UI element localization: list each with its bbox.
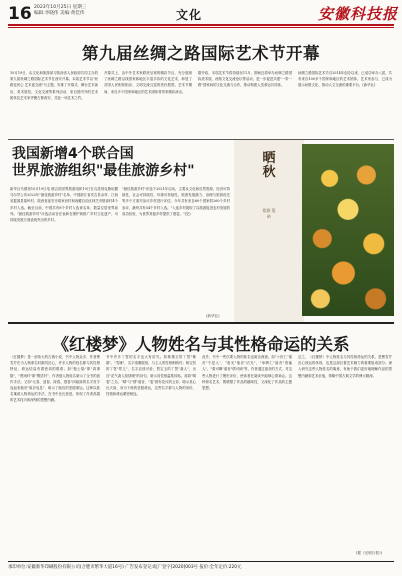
masthead-rule-thin (8, 27, 394, 28)
article2-headline (12, 146, 212, 180)
article2-headline-line1: 我国新增4个联合国 (12, 146, 134, 162)
article2-source: (新华社) (206, 314, 220, 318)
article1-column-3: 据介绍，本届艺术节将持续至11月，期间还将举办丝绸之路国际美术展、丝路文化交流论坛等活动，进一步促进共建"一带一路"国家间的文化交流与合作，推动构建人类命运共同体。 (198, 71, 292, 88)
article1-column-1: 10月19日，由文化和旅游部与陕西省人民政府共同主办的第九届丝绸之路国际艺术节在西安开幕。本届艺术节以"丝路连民心 艺术促交流"为主题，安排了开幕式、舞台艺术演出、美术展览、文化交流等系列活动，来自国内外的艺术团体及艺术家齐聚古都西安，共赴一场艺术之约。 (10, 71, 98, 100)
poster-subtitle: 婺源·篁岭 (262, 208, 276, 219)
newspaper-brand-logo: 安徽科技报 (318, 5, 399, 23)
editor-line: 编辑:李晓伟 美编:黄佳伟 (34, 11, 85, 16)
article1-headline: 第九届丝绸之路国际艺术节开幕 (82, 44, 320, 63)
article3-column-3: 此外，书中一些次要人物的姓名也暗含深意。如"卜世仁"谐音"不是人"，"詹光"谐音"沾光"，"单聘仁"谐音"善骗人"，"秦可卿"谐音"情可倾"等，作者通过谐音的方式，对这些人物进行了褒贬评价，使读者在阅读中能够心领神会。这种命名艺术，既增强了作品的趣味性，又深化了作品的主题思想。 (202, 355, 292, 391)
poster-title: 晒秋 (262, 151, 276, 180)
article2-headline-line2: 世界旅游组织"最佳旅游乡村" (12, 163, 195, 179)
article3-column-2: 书中许多丫鬟的名字也大有讲究。如林黛玉的丫鬟"紫鹃"、"雪雁"，名字清雅脱俗，与主人的性格相映衬；薛宝钗的丫鬟"莺儿"，名字活泼可爱；贾宝玉的丫鬟"袭人"，出自"花气袭人知昼暖"的诗句，暗示其性格温柔体贴。再如"晴雯"之名，"晴"与"情"谐音，"雯"指有花纹的云彩，暗示其心比天高、身为下贱的悲剧命运，这些名字都与人物的身份、性格和命运紧密相连。 (106, 355, 196, 397)
article2-column-2: "最佳旅游乡村"评选于2021年启动，主要从文化和自然资源、经济可持续性、社会可持续性、环境可持续性、旅游发展潜力、治理与旅游优先等多个方面对参评乡村进行评估。今年共有来自60个国家的260个乡村参评，最终共有54个乡村入选。"入选乡村展现了以旅游促进农村发展的成功经验，为世界其他乡村提供了借鉴。"(完) (122, 187, 230, 216)
article3-headline: 《红楼梦》人物姓名与其性格命运的关系 (52, 335, 350, 354)
article2-column-1: 新华社马德里10月19日电 联合国世界旅游组织19日在乌兹别克斯坦撒马尔罕公布2023年"最佳旅游乡村"名单，中国浙江省安吉县余村、江西省婺源县篁岭村、陕西省延安市梁家河村和西藏自治区林芝市错高村4个乡村入选。截至目前，中国共有8个乡村入选该名单，数量位居世界前列。"最佳旅游乡村"评选活动旨在表彰在保护和推广乡村文化遗产、可持续发展方面表现突出的乡村。 (10, 187, 118, 223)
harvest-photo (302, 144, 394, 316)
footer-rule (8, 561, 394, 562)
footer-text: 承印单位:安徽新华印刷股份有限公司(合肥市繁华大道16号) 广告发布登记:皖广登字[2020]003号 报价:全年定价:220元 (8, 565, 242, 570)
article1-column-4: 丝绸之路国际艺术节自2014年创办以来，已成功举办八届，共有来自100多个国家和地区的艺术团体、艺术家参与，已成为展示丝路文化、推动人文交流的重要平台。(新华社) (298, 71, 392, 88)
masthead-rule (8, 24, 394, 26)
article3-column-1: 《红楼梦》是一部伟大的古典小说，书中人物众多，作者曹雪芹在为人物命名时颇具匠心，许多人物的姓名都与其性格特征、命运结局有着密切的联系。如"甄士隐"即"真事隐"，"贾雨村"即"假语村"，作者借人物姓名暗示了全书的创作手法。又如"元春、迎春、探春、惜春"四姐妹的名字首字连起来谐音"原应叹息"，暗示了她们的悲剧命运。这种以姓名寓意人物命运的手法，在书中比比皆是，体现了作者高超的艺术技巧和深刻的思想内涵。 (10, 355, 100, 403)
date-line: 2023年10月25日 星期三 (34, 5, 87, 10)
section-title: 文化 (176, 8, 203, 22)
article3-source: (据《光明日报》) (356, 551, 383, 555)
date-info (34, 5, 86, 17)
article1-column-2: 开幕式上，由中外艺术家联袂呈现的精彩节目，充分展现了丝绸之路沿线国家和地区丰富多彩的文化艺术，彰显了各国人民相知相亲、文明交流互鉴的美好愿景。艺术节期间，来自多个国家和地区的艺术团体将带来精彩演出。 (104, 71, 192, 94)
page-number: 16 (8, 4, 32, 24)
article-divider (8, 139, 394, 140)
article3-column-4: 总之，《红楼梦》中人物姓名与其性格命运的关系，是曹雪芹匠心独运的体现，也是这部巨著艺术魅力的重要组成部分。深入研究这些人物姓名的寓意，有助于我们更好地理解作品的思想内涵和艺术价值，领略中国古典文学的博大精深。 (298, 355, 392, 378)
article-divider-2 (8, 322, 394, 324)
